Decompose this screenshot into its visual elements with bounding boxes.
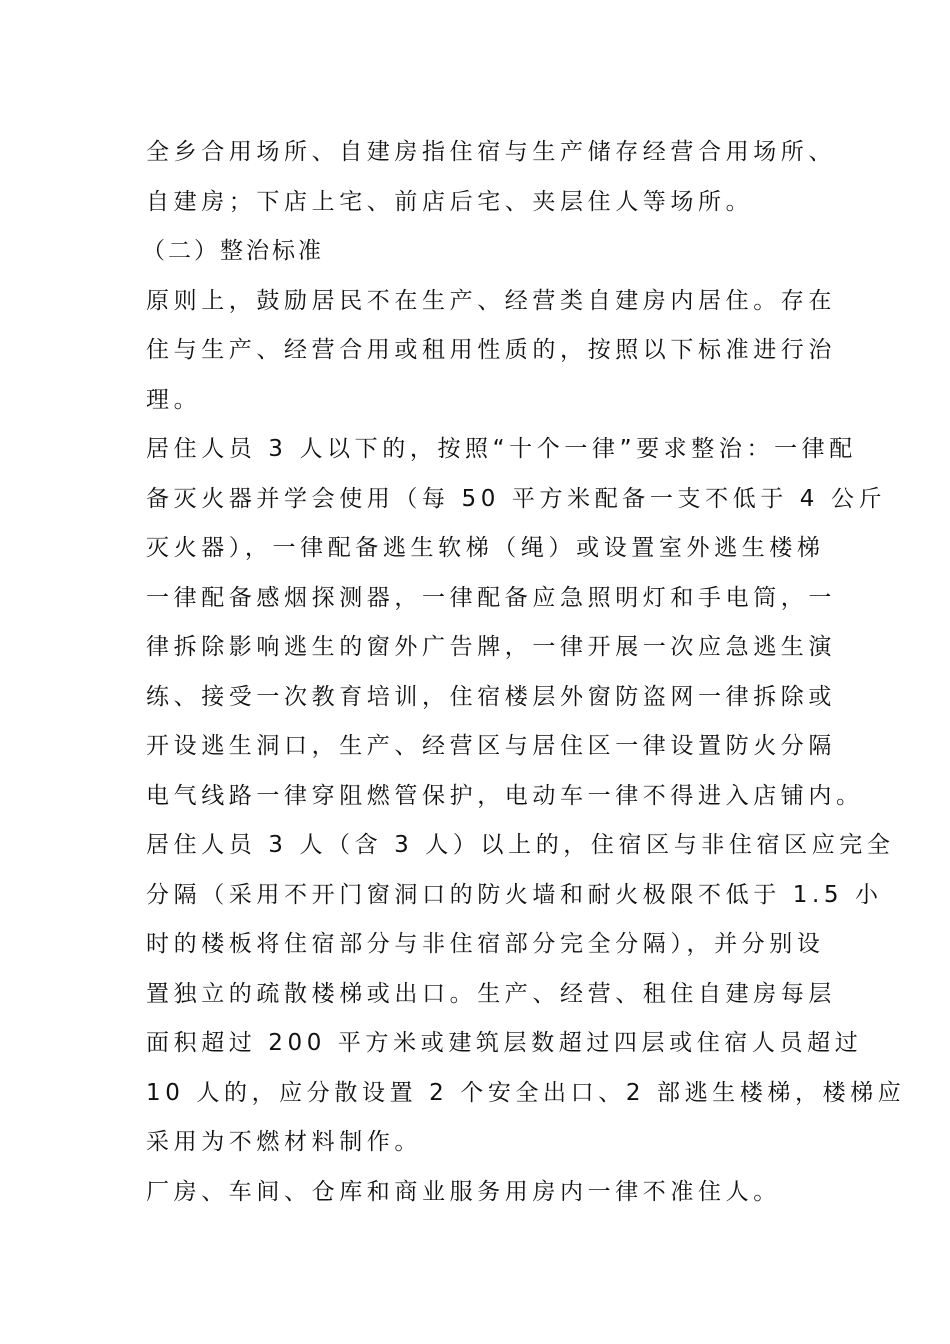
text-line: 居住人员 3 人（含 3 人）以上的，住宿区与非住宿区应完全 bbox=[146, 832, 895, 858]
text-line: 练、接受一次教育培训，住宿楼层外窗防盗网一律拆除或 bbox=[146, 683, 836, 710]
paragraph-separation bbox=[146, 821, 906, 1168]
text-line: 居住人员 3 人以下的，按照“十个一律”要求整治：一律配 bbox=[146, 436, 857, 462]
text-line: 备灭火器并学会使用（每 50 平方米配备一支不低于 4 公斤 bbox=[146, 485, 887, 512]
text-line: 分隔（采用不开门窗洞口的防火墙和耐火极限不低于 1.5 小 bbox=[146, 881, 883, 908]
text-line: 住与生产、经营合用或租用性质的，按照以下标准进行治 bbox=[146, 337, 836, 363]
text-line: 采用为不燃材料制作。 bbox=[146, 1129, 422, 1155]
text-line: 全乡合用场所、自建房指住宿与生产储存经营合用场所、 bbox=[146, 139, 836, 165]
text-line: 置独立的疏散楼梯或出口。生产、经营、租住自建房每层 bbox=[146, 980, 836, 1007]
text-line: 原则上，鼓励居民不在生产、经营类自建房内居住。存在 bbox=[146, 287, 836, 314]
text-line: 律拆除影响逃生的窗外广告牌，一律开展一次应急逃生演 bbox=[146, 634, 836, 660]
paragraph-no-residence bbox=[146, 1168, 816, 1218]
text-line: 厂房、车间、仓库和商业服务用房内一律不准住人。 bbox=[146, 1178, 781, 1205]
text-line: 自建房；下店上宅、前店后宅、夹层住人等场所。 bbox=[146, 188, 754, 215]
paragraph-scope bbox=[146, 128, 836, 227]
text-line: 理。 bbox=[146, 386, 202, 413]
text-line: 一律配备感烟探测器，一律配备应急照明灯和手电筒，一 bbox=[146, 584, 836, 611]
section-heading: （二）整治标准 bbox=[142, 238, 324, 264]
text-line: 10 人的，应分散设置 2 个安全出口、2 部逃生楼梯，楼梯应 bbox=[146, 1079, 906, 1106]
document-body bbox=[142, 128, 906, 1217]
text-line: 电气线路一律穿阻燃管保护，电动车一律不得进入店铺内。 bbox=[146, 782, 864, 809]
text-line: 时的楼板将住宿部分与非住宿部分完全分隔），并分别设 bbox=[146, 931, 825, 957]
paragraph-principle bbox=[146, 277, 836, 426]
paragraph-ten-rules bbox=[146, 425, 887, 821]
text-line: 面积超过 200 平方米或建筑层数超过四层或住宿人员超过 bbox=[146, 1030, 863, 1056]
text-line: 开设逃生洞口，生产、经营区与居住区一律设置防火分隔 bbox=[146, 733, 836, 759]
text-line: 灭火器），一律配备逃生软梯（绳）或设置室外逃生楼梯 bbox=[146, 535, 825, 561]
